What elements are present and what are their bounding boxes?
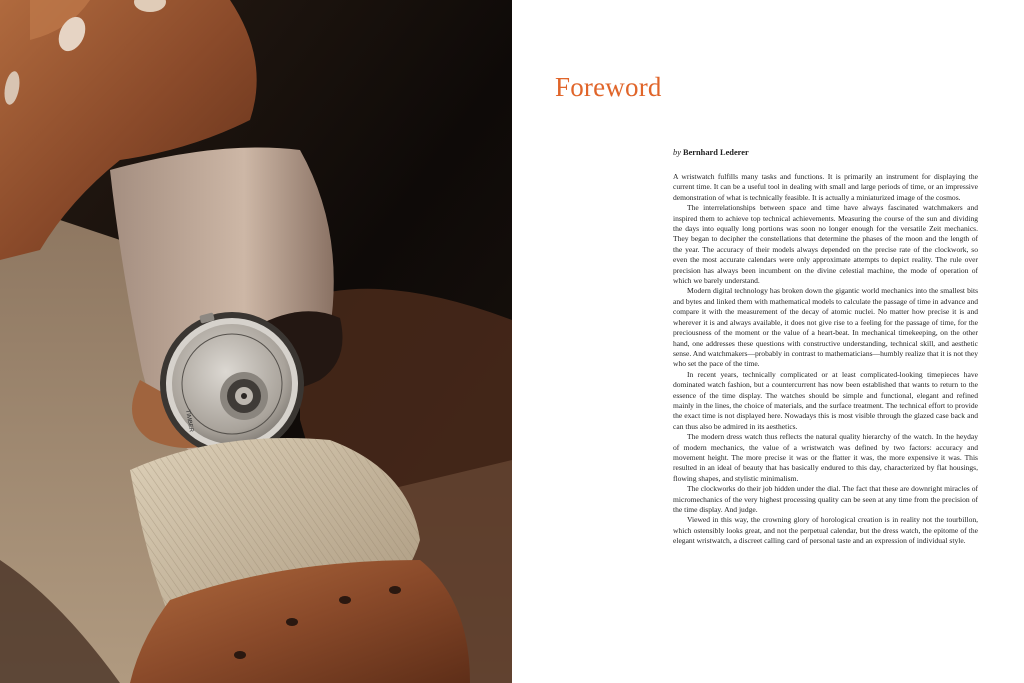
foreword-page (512, 0, 1024, 683)
foreword-body (673, 172, 978, 547)
paragraph: In recent years, technically complicated or at least complicated-looking timepieces have dominated watch fashion, but a countercurrent has now been established that wants to return to the essence of the time display. The watches should be simple and functional, elegant and refined mainly in the lines, the choice of materials, and the surface treatment. The technical effort to provide the exact time is not displayed here. Nowadays this is most visible through the glazed case back and can thus also be admired in its aesthetics. (673, 369, 978, 431)
paragraph: The clockworks do their job hidden under the dial. The fact that these are downright miracles of micromechanics of the very highest processing quality can be seen at any time from the precision of the time display. And judge. (673, 484, 978, 514)
foreword-title: Foreword (555, 72, 662, 102)
dial-brand-mark: TIMBER (184, 409, 194, 433)
byline-prefix: by (673, 148, 681, 157)
paragraph: A wristwatch fulfills many tasks and functions. It is primarily an instrument for displaying the current time. It can be a useful tool in dealing with small and large periods of time, or an impressive demonstration of what is technically feasible. It is actually a miniaturized image of the cosmos. (673, 172, 978, 202)
paragraph: The modern dress watch thus reflects the natural quality hierarchy of the watch. In the heyday of modern mechanics, the value of a wristwatch was defined by two factors: accuracy and movement height. The more precise it was or the flatter it was, the more expensive it was. This resulted in an ideal of beauty that has basically endured to this day, characterized by flat housings, flowing shapes, and stylistic minimalism. (673, 432, 978, 483)
byline (673, 148, 749, 157)
paragraph: Modern digital technology has broken down the gigantic world mechanics into the smallest bits and bytes and linked them with mathematical models to calculate the passage of time in advance and compare it with the measurement of the decay of atomic nuclei. No matter how precise it is and wherever it is and always available, it does not give rise to a feeling for the passage of time, for the preciousness of the moment or the value of a heart-beat. In mechanical timekeeping, on the other hand, one addresses these questions with constructive understanding, technical skill, and aesthetic sense. And watchmakers—probably in contrast to mathematicians—humbly realize that it is not they who set the pace of the time. (673, 286, 978, 369)
paragraph: The interrelationships between space and time have always fascinated watchmakers and inspired them to achieve top technical achievements. Measuring the course of the sun and dividing the days into equally long portions was soon no longer enough for the versatile Zeit mechanics. They began to decipher the constellations that determine the phases of the moon and the length of the year. The accuracy of their models always depended on the precise rate of the clockwork, so even the most accurate calendars were only approximate attempts to depict reality. The rule over precision has always been incumbent on the divine celestial machine, the mode of operation of which we barely understand. (673, 203, 978, 286)
author-name: Bernhard Lederer (683, 148, 749, 157)
paragraph: Viewed in this way, the crowning glory of horological creation is in reality not the tourbillon, which ostensibly looks great, and not the perpetual calendar, but the dress watch, the epitome of the elegant wristwatch, a discreet calling card of personal taste and an expression of individual style. (673, 515, 978, 546)
